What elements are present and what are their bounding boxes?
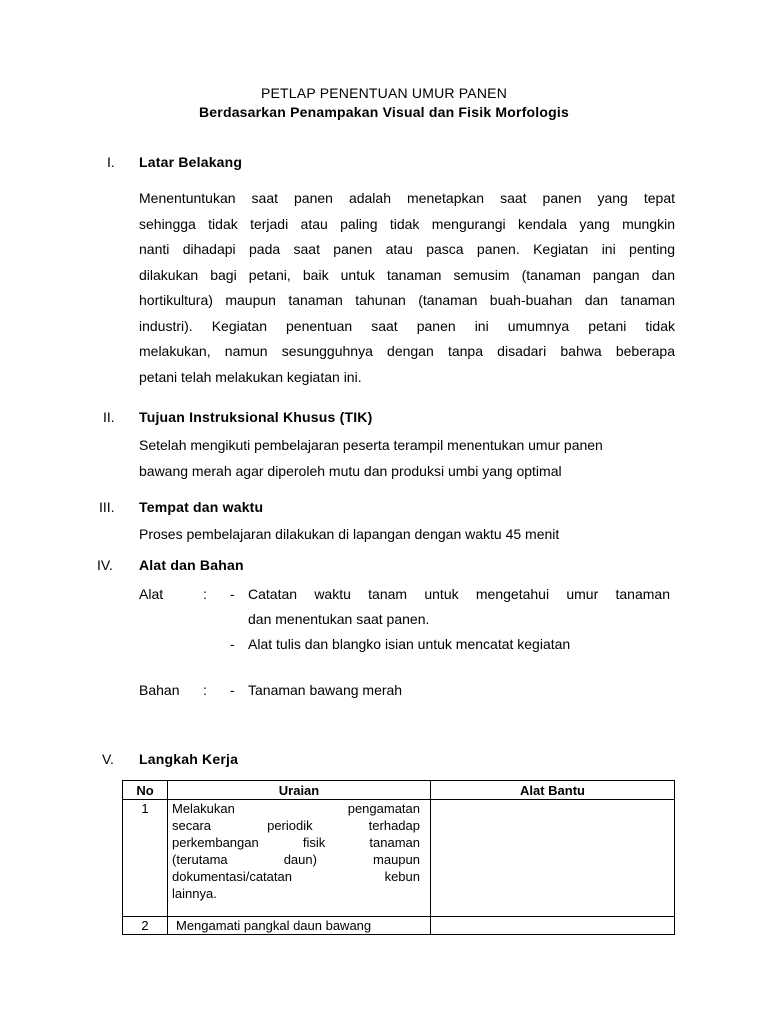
alat-label: Alat [139,586,164,602]
column-header-alat-bantu: Alat Bantu [431,781,675,800]
title-line-1: PETLAP PENENTUAN UMUR PANEN [260,85,508,101]
list-dash: - [230,682,235,698]
paragraph-line: melakukan, namun sesungguhnya dengan tanpa disadari bahwa beberapa [139,343,675,359]
paragraph-line: dilakukan bagi petani, baik untuk tanaman semusim (tanaman pangan dan [139,266,675,283]
table-row [123,917,675,935]
paragraph-line: Setelah mengikuti pembelajaran peserta terampil menentukan umur panen [139,437,603,453]
uraian-line: perkembangan fisik tanaman [172,835,420,850]
cell-uraian [168,917,431,935]
paragraph-line: industri). Kegiatan penentuan saat panen ini umumnya petani tidak [139,317,675,334]
bahan-label: Bahan [139,682,180,698]
alat-item-1-line-2: dan menentukan saat panen. [248,611,430,627]
section-heading-alat-bahan: Alat dan Bahan [139,557,244,573]
alat-row-1 [0,582,768,607]
section-number-1: I. [107,154,115,170]
alat-item-1-line-1: Catatan waktu tanam untuk mengetahui umur tanaman [248,586,670,602]
paragraph-tempat-waktu [139,522,675,548]
uraian-line: (terutama daun) maupun [172,852,420,867]
bahan-colon: : [203,682,207,698]
bahan-item-1: Tanaman bawang merah [248,682,403,698]
uraian-line: secara periodik terhadap [172,818,420,833]
paragraph-tik [139,433,675,484]
cell-no: 1 [123,800,168,917]
cell-no: 2 [123,917,168,935]
table-row [123,800,675,917]
paragraph-line: hortikultura) maupun tanaman tahunan (tanaman buah-buahan dan tanaman [139,292,675,308]
paragraph-line: petani telah melakukan kegiatan ini. [139,368,362,385]
paragraph-line: nanti dihadapi pada saat panen atau pasca panen. Kegiatan ini penting [139,241,675,257]
paragraph-line: bawang merah agar diperoleh mutu dan produksi umbi yang optimal [139,462,562,479]
list-dash: - [230,586,235,602]
paragraph-line: sehingga tidak terjadi atau paling tidak mengurangi kendala yang mungkin [139,215,675,232]
column-header-uraian: Uraian [168,781,431,800]
alat-colon: : [203,586,207,602]
alat-row-2 [0,632,768,657]
section-heading-langkah-kerja: Langkah Kerja [139,751,239,767]
section-heading-latar-belakang: Latar Belakang [139,154,243,170]
cell-alat-bantu [431,800,675,917]
uraian-line: dokumentasi/catatan kebun [172,869,420,884]
title-line-2: Berdasarkan Penampakan Visual dan Fisik Morfologis [199,104,569,120]
section-number-3: III. [99,499,115,515]
langkah-kerja-table [122,780,675,935]
cell-uraian [168,800,431,917]
section-number-4: IV. [97,557,113,573]
section-number-5: V. [102,751,114,767]
document-title [0,84,768,122]
list-dash: - [230,636,235,652]
paragraph-line: Menentuntukan saat panen adalah menetapkan saat panen yang tepat [139,190,675,206]
table-header-row [123,781,675,800]
section-heading-tempat-waktu: Tempat dan waktu [139,499,264,515]
paragraph-latar-belakang [139,186,675,390]
uraian-line: Melakukan pengamatan [172,801,420,816]
uraian-line: lainnya. [172,886,217,901]
alat-item-2: Alat tulis dan blangko isian untuk mencatat kegiatan [248,636,571,652]
section-number-2: II. [103,409,115,425]
bahan-row [0,678,768,703]
alat-row-1-cont [0,607,768,632]
uraian-line: Mengamati pangkal daun bawang [176,918,372,933]
cell-alat-bantu [431,917,675,935]
paragraph-line: Proses pembelajaran dilakukan di lapangan dengan waktu 45 menit [139,526,560,542]
section-heading-tik: Tujuan Instruksional Khusus (TIK) [139,409,373,425]
column-header-no: No [123,781,168,800]
